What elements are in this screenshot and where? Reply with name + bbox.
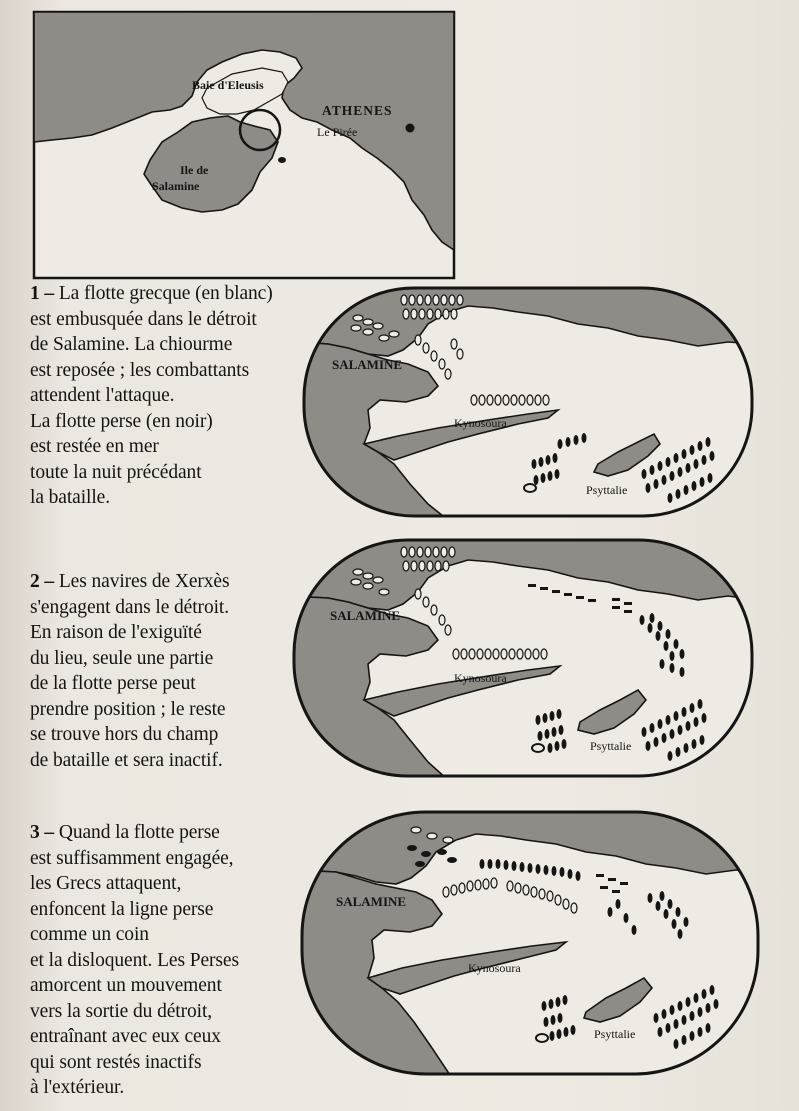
salamine-label: SALAMINE xyxy=(336,894,407,909)
panel-2-text xyxy=(30,569,310,773)
kynosoura-label: Kynosoura xyxy=(468,961,521,975)
panel-1-line: attendent l'attaque. xyxy=(30,385,175,406)
battle-map-3 xyxy=(296,808,764,1078)
panel-2-line: s'engagent dans le détroit. xyxy=(30,596,230,618)
battle-map-2 xyxy=(288,536,758,780)
salamine-label: SALAMINE xyxy=(330,608,401,623)
panel-2-line: se trouve hors du champ xyxy=(30,724,219,745)
panel-3-line: comme un coin xyxy=(30,924,149,945)
athens-label: ATHENES xyxy=(322,103,393,118)
panel-1-line: la bataille. xyxy=(30,487,111,508)
panel-1-line: La flotte perse (en noir) xyxy=(30,410,213,432)
panel-3-line: et la disloquent. Les Perses xyxy=(30,949,239,971)
panel-3-line: amorcent un mouvement xyxy=(30,975,222,996)
panel-2-line: de bataille et sera inactif. xyxy=(30,749,223,771)
panel-3-line: à l'extérieur. xyxy=(30,1077,125,1098)
piraeus-label: Le Pirée xyxy=(317,125,358,139)
panel-2-line: Les navires de Xerxès xyxy=(58,571,230,592)
panel-1-text xyxy=(30,281,310,511)
panel-1-line: est restée en mer xyxy=(30,436,159,457)
panel-2-number: 2 – xyxy=(30,571,55,592)
panel-2-line: du lieu, seule une partie xyxy=(30,647,214,669)
panel-1-line: La flotte grecque (en blanc) xyxy=(58,283,273,304)
kynosoura-label: Kynosoura xyxy=(454,416,507,430)
battle-map-1 xyxy=(298,284,758,520)
panel-3-line: est suffisamment engagée, xyxy=(30,847,234,869)
panel-3-line: Quand la flotte perse xyxy=(58,822,220,843)
panel-3-line: enfoncent la ligne perse xyxy=(30,898,214,920)
panel-2-line: En raison de l'exiguïté xyxy=(30,622,202,643)
panel-1-line: de Salamine. La chiourme xyxy=(30,334,233,355)
panel-3-number: 3 – xyxy=(30,822,55,843)
panel-3-line: vers la sortie du détroit, xyxy=(30,1000,213,1022)
psyttalie-label: Psyttalie xyxy=(586,483,628,497)
panel-3-text xyxy=(30,820,310,1101)
islet-mark xyxy=(278,157,286,163)
psyttalie-label: Psyttalie xyxy=(594,1027,636,1041)
bay-label: Baie d'Eleusis xyxy=(192,78,264,92)
overview-map xyxy=(32,10,456,280)
salamine-label: SALAMINE xyxy=(332,357,403,372)
panel-1-number: 1 – xyxy=(30,283,55,304)
panel-3-line: les Grecs attaquent, xyxy=(30,873,182,894)
athens-dot xyxy=(406,124,415,133)
island-label-line2: Salamine xyxy=(152,179,200,193)
panel-1-line: est embusquée dans le détroit xyxy=(30,308,257,330)
panel-3-line: qui sont restés inactifs xyxy=(30,1051,202,1073)
panel-1-line: est reposée ; les combattants xyxy=(30,359,250,381)
kynosoura-label: Kynosoura xyxy=(454,671,507,685)
panel-1-line: toute la nuit précédant xyxy=(30,461,202,483)
psyttalie-label: Psyttalie xyxy=(590,739,632,753)
panel-2-line: prendre position ; le reste xyxy=(30,698,226,720)
panel-2-line: de la flotte perse peut xyxy=(30,673,196,694)
island-label-line1: Ile de xyxy=(180,163,209,177)
panel-3-line: entraînant avec eux ceux xyxy=(30,1026,221,1047)
